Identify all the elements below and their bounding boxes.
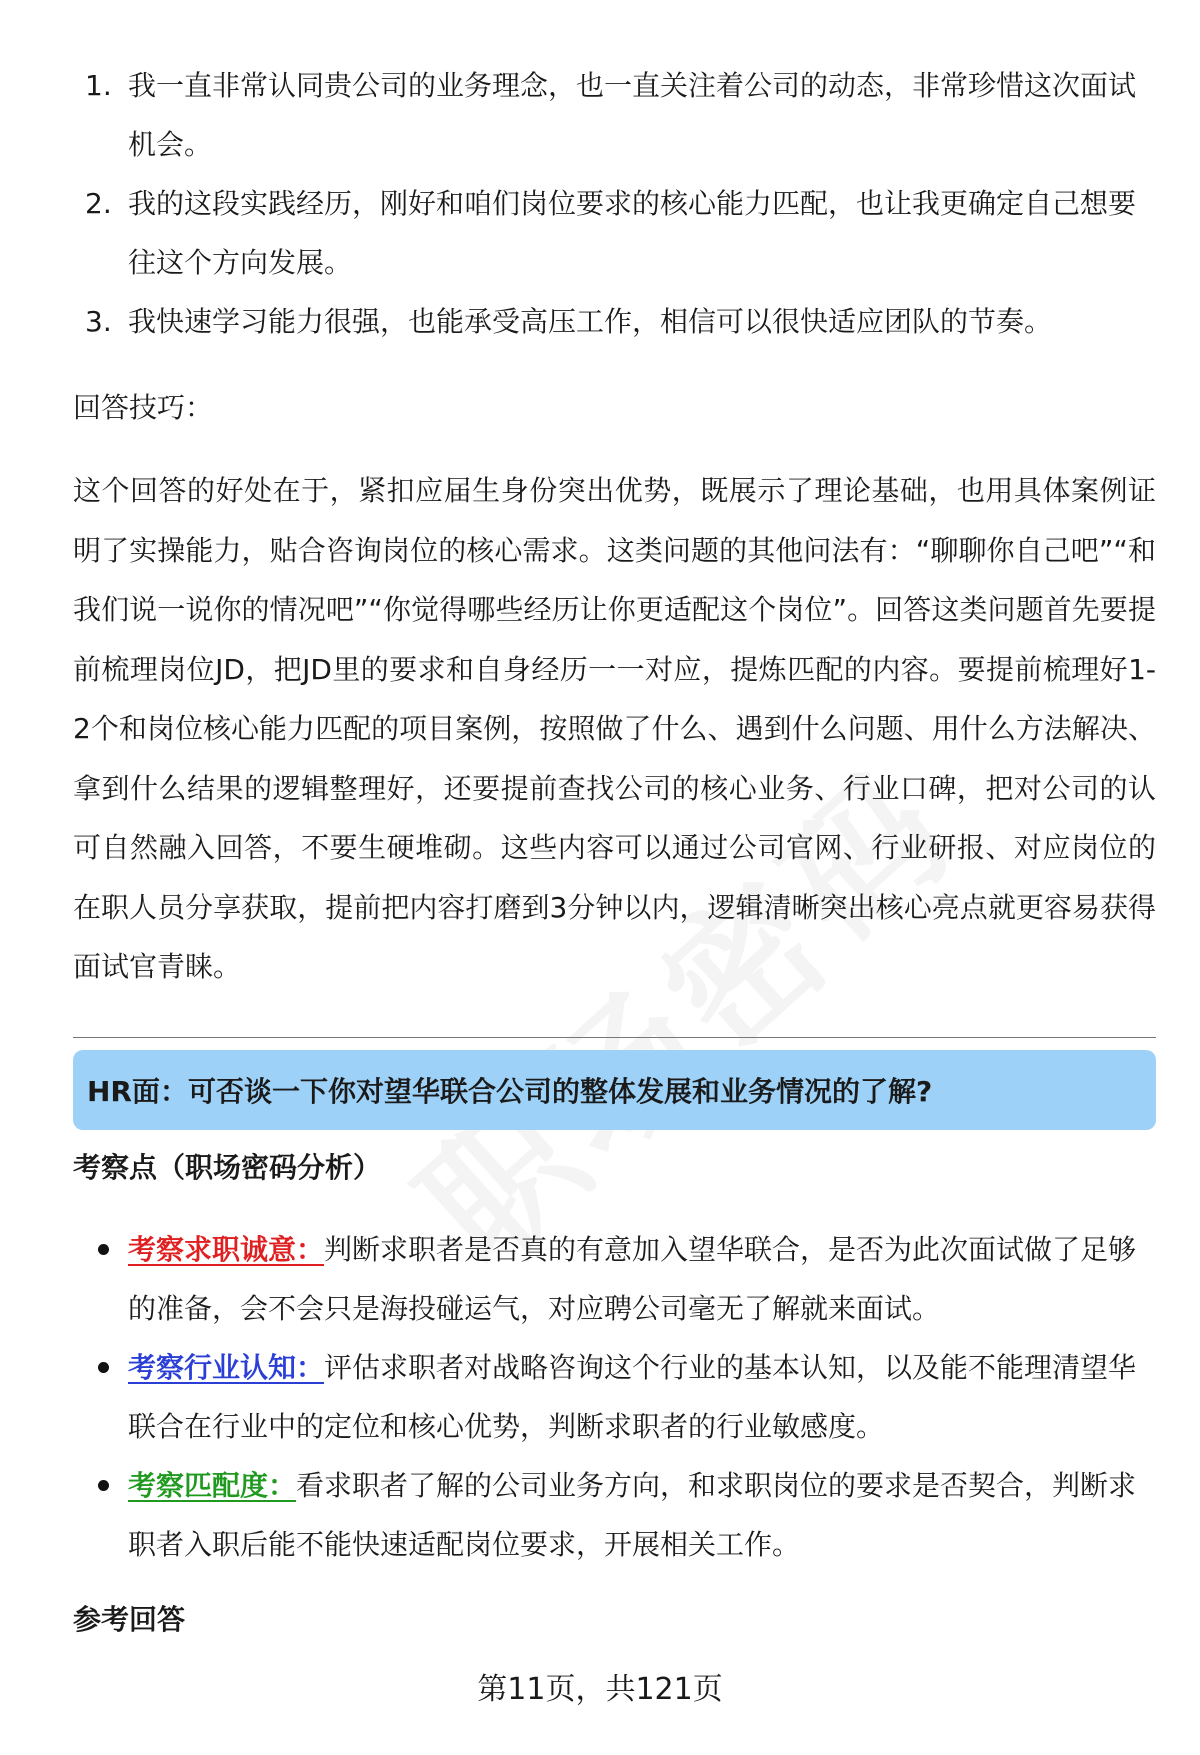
tips-label: 回答技巧： (73, 391, 214, 424)
assessment-list (73, 1220, 1156, 1574)
list-item (73, 56, 1156, 174)
tips-paragraph: 这个回答的好处在于，紧扣应届生身份突出优势，既展示了理论基础，也用具体案例证明了实操能力，贴合咨询岗位的核心需求。这类问题的其他问法有：“聊聊你自己吧”“和我们说一说你的情况吧”“你觉得哪些经历让你更适配这个岗位”。回答这类问题首先要提前梳理岗位JD，把JD里的要求和自身经历一一对应，提炼匹配的内容。要提前梳理好1-2个和岗位核心能力匹配的项目案例，按照做了什么、遇到什么问题、用什么方法解决、拿到什么结果的逻辑整理好，还要提前查找公司的核心业务、行业口碑，把对公司的认可自然融入回答，不要生硬堆砌。这些内容可以通过公司官网、行业研报、对应岗位的在职人员分享获取，提前把内容打磨到3分钟以内，逻辑清晰突出核心亮点就更容易获得面试官青睐。 (73, 474, 1156, 983)
answer-list (73, 56, 1156, 351)
assessment-keyword: 考察行业认知： (128, 1350, 325, 1384)
divider (73, 1037, 1156, 1038)
reference-heading: 参考回答 (73, 1602, 186, 1636)
document-page (73, 56, 1156, 1640)
bullet-icon (98, 1480, 109, 1491)
list-number: 2. (85, 187, 112, 220)
question-box (73, 1050, 1156, 1130)
assessment-text: 看求职者了解的公司业务方向，和求职岗位的要求是否契合，判断求职者入职后能不能快速适配岗位要求，开展相关工作。 (128, 1468, 1137, 1561)
list-item (73, 174, 1156, 292)
bullet-icon (98, 1244, 109, 1255)
assessment-keyword: 考察匹配度： (128, 1468, 297, 1502)
page-number: 第11页，共121页 (477, 1672, 723, 1707)
assessment-item (73, 1220, 1156, 1338)
assessment-text: 评估求职者对战略咨询这个行业的基本认知，以及能不能理清望华联合在行业中的定位和核心优势，判断求职者的行业敏感度。 (128, 1350, 1137, 1443)
list-number: 3. (85, 305, 112, 338)
assessment-text: 判断求职者是否真的有意加入望华联合，是否为此次面试做了足够的准备，会不会只是海投碰运气，对应聘公司毫无了解就来面试。 (128, 1232, 1137, 1325)
bullet-icon (98, 1362, 109, 1373)
assessment-item (73, 1338, 1156, 1456)
list-text: 我的这段实践经历，刚好和咱们岗位要求的核心能力匹配，也让我更确定自己想要往这个方向发展。 (128, 187, 1137, 279)
assessment-heading: 考察点（职场密码分析） (73, 1150, 382, 1184)
list-text: 我一直非常认同贵公司的业务理念，也一直关注着公司的动态，非常珍惜这次面试机会。 (128, 69, 1137, 161)
list-text: 我快速学习能力很强，也能承受高压工作，相信可以很快适应团队的节奏。 (128, 305, 1053, 338)
question-text: HR面：可否谈一下你对望华联合公司的整体发展和业务情况的了解? (87, 1074, 933, 1108)
list-item (73, 292, 1156, 351)
list-number: 1. (85, 69, 112, 102)
assessment-item (73, 1456, 1156, 1574)
assessment-keyword: 考察求职诚意： (128, 1232, 325, 1266)
